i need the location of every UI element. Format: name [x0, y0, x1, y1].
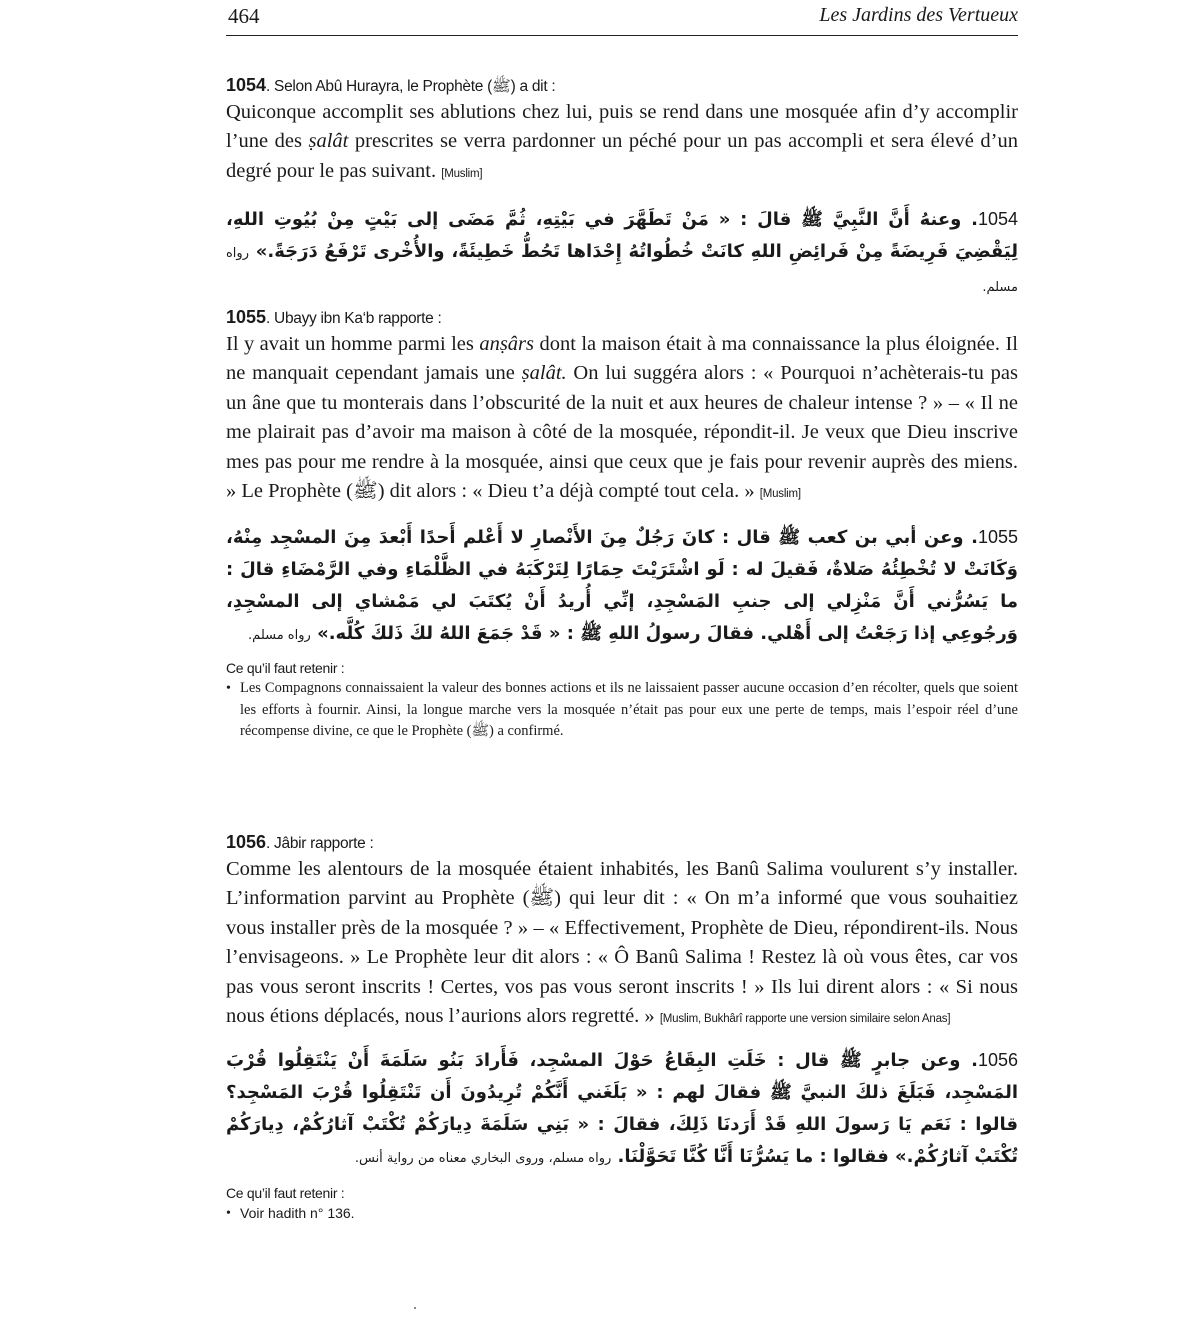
source-reference: [Muslim] — [441, 167, 483, 180]
header-rule — [226, 35, 1018, 36]
retain-bullet-text: Les Compagnons connaissaient la valeur des bonnes actions et ils ne laissaient passer aucune occasion d’en récolter, quels que soient les efforts à fournir. Ainsi, la longue marche vers la mosquée n’était pas pour eux une perte de temps, mais l’espoir réel d’une récompense divine, ce que le Prophète (ﷺ) a confirmé. — [240, 680, 1018, 740]
french-text-part: Comme les alentours de la mosquée étaient inhabités, les Banû Salima voulurent s’y installer. L’information parvint au Prophète (ﷺ) qui leur dit : « On m’a informé que vous souhaitiez vous installer près de la mosquée ? » – « Effectivement, Prophète de Dieu, répondirent-ils. Nous l’envisageons. » Le Prophète leur dit alors : « Ô Banû Salima ! Restez là où vous êtes, car vos pas vous seront inscrits ! Certes, vos pas vous seront inscrits ! » Ils lui dirent alors : « Si nous nous étions déplacés, nous l’aurions alors regretté. » — [226, 858, 1018, 1028]
hadith-intro — [226, 306, 1018, 330]
retain-section — [226, 1183, 1018, 1224]
arabic-text-body: . وعنهُ أَنَّ النَّبِيَّ ﷺ قالَ : « مَنْ تَطَهَّرَ في بَيْتِهِ، ثُمَّ مَضَى إلى بَيْتٍ مِنْ بُيُوتِ اللهِ، لِيَقْضِيَ فَرِيضَةً مِنْ فَرائِضِ اللهِ كانَتْ خُطُواتُهُ إِحْدَاها تَحُطُّ خَطِيئَةً، والأُخْرى تَرْفَعُ دَرَجَةً.» — [226, 209, 1018, 263]
arabic-source: رواه مسلم. — [226, 246, 1018, 296]
french-text-part: Il y avait un homme parmi les — [226, 333, 480, 355]
book-title: Les Jardins des Vertueux — [819, 4, 1018, 26]
retain-section — [226, 658, 1018, 743]
hadith-1056 — [226, 831, 1018, 1224]
scan-artifact — [414, 1307, 416, 1309]
arabic-source: رواه مسلم. — [248, 628, 311, 644]
retain-bullet — [226, 1203, 1018, 1224]
running-head — [226, 0, 1018, 36]
arabic-hadith-number: 1054 — [977, 209, 1018, 230]
hadith-1055 — [226, 306, 1018, 743]
arabic-text — [226, 1044, 1018, 1175]
french-text-part: prescrites se verra pardonner un péché pour un pas accompli et sera élevé d’un degré pour le pas suivant. — [226, 130, 1018, 182]
french-text-part: dont la maison était à ma connaissance la plus éloignée. Il ne manquait cependant jamais une — [226, 333, 1018, 385]
hadith-intro — [226, 74, 1018, 98]
page-number: 464 — [228, 4, 260, 28]
retain-title: Ce qu’il faut retenir : — [226, 660, 345, 677]
hadith-number: 1055 — [226, 307, 267, 327]
narrator-line: . Jâbir rapporte : — [266, 835, 374, 852]
retain-bullet — [226, 678, 1018, 743]
arabic-text — [226, 203, 1018, 304]
bullet-icon: • — [226, 1206, 231, 1222]
french-text-part: On lui suggéra alors : « Pourquoi n’achèterais-tu pas un âne que tu monterais dans l’obscurité de la nuit et aux heures de chaleur intense ? » – « Il ne me plairait pas d’avoir ma maison à côté de la mosquée, répondit-il. Je veux que Dieu inscrive mes pas pour me rendre à la mosquée, ainsi que ceux que je fais pour revenir auprès des miens. » Le Prophète (ﷺ) dit alors : « Dieu t’a déjà compté tout cela. » — [226, 362, 1019, 503]
arabic-text-body: . وعن جابرٍ ﷺ قال : خَلَتِ البِقَاعُ حَوْلَ المسْجِد، فَأَرادَ بَنُو سَلَمَةَ أَنْ يَنْتَقِلُوا قُرْبَ المَسْجِد، فَبَلَغَ ذلكَ النبيَّ ﷺ فقالَ لهم : « بَلَغَني أَنَّكُمْ تُرِيدُونَ أَن تَنْتَقِلُوا قُرْبَ المَسْجِد؟ قالوا : نَعَم يَا رَسولَ اللهِ قَدْ أَرَدنَا ذَلِكَ، فقالَ : « بَنِي سَلَمَةَ دِيارَكُمْ تُكْتَبْ آثارُكُمْ، دِيارَكُمْ تُكْتَبْ آثارُكُمْ.» فقالوا : ما يَسُرُّنَا أَنَّا كُنَّا تَحَوَّلْنَا. — [226, 1050, 1018, 1168]
source-reference: [Muslim, Bukhârî rapporte une version similaire selon Anas] — [659, 1013, 951, 1026]
arabic-source: رواه مسلم، وروى البخاري معناه من رواية أنس. — [354, 1151, 612, 1167]
hadith-number: 1054 — [226, 75, 267, 95]
arabic-term: ṣalât — [308, 130, 349, 153]
retain-title: Ce qu’il faut retenir : — [226, 1185, 345, 1202]
arabic-term: ṣalât. — [521, 362, 567, 385]
retain-bullet-text: Voir hadith n° 136. — [240, 1205, 355, 1222]
french-text — [226, 855, 1018, 1034]
french-text — [226, 330, 1018, 509]
arabic-hadith-number: 1056 — [977, 1050, 1018, 1071]
narrator-line: . Selon Abû Hurayra, le Prophète (ﷺ) a dit : — [266, 78, 556, 95]
narrator-line: . Ubayy ibn Ka‘b rapporte : — [266, 310, 442, 327]
hadith-intro — [226, 831, 1018, 855]
arabic-term: anṣârs — [479, 333, 534, 355]
hadith-number: 1056 — [226, 832, 267, 852]
french-text — [226, 98, 1018, 189]
arabic-text — [226, 521, 1018, 652]
source-reference: [Muslim] — [759, 488, 801, 501]
book-page — [226, 0, 1019, 1222]
french-text-part: Quiconque accomplit ses ablutions chez lui, puis se rend dans une mosquée afin d’y accomplir l’une des — [226, 101, 1018, 153]
hadith-1054 — [226, 74, 1018, 304]
arabic-hadith-number: 1055 — [977, 527, 1018, 548]
arabic-text-body: . وعن أبي بن كعب ﷺ قال : كانَ رَجُلٌ مِنَ الأَنْصارِ لا أَعْلم أَحدًا أَبْعدَ مِنَ المسْجِد مِنْهُ، وَكَانَتْ لا تُخْطِئُهُ صَلاةٌ، فَقيلَ له : لَو اشْتَرَيْتَ حِمَارًا لِتَرْكَبَهُ في الظَّلْمَاءِ وفي الرَّمْضَاءِ قالَ : ما يَسُرُّني أَنَّ مَنْزِلي إلى جنبِ المَسْجِدِ، إنِّي أُريدُ أَنْ يُكتَبَ لي مَمْشاي إلى المسْجِدِ، وَرجُوعِي إذا رَجَعْتُ إلى أَهْلي. فقالَ رسولُ اللهِ ﷺ : « قَدْ جَمَعَ اللهُ لكَ ذَلكَ كُلَّه.» — [226, 527, 1018, 645]
bullet-icon: • — [226, 681, 231, 697]
